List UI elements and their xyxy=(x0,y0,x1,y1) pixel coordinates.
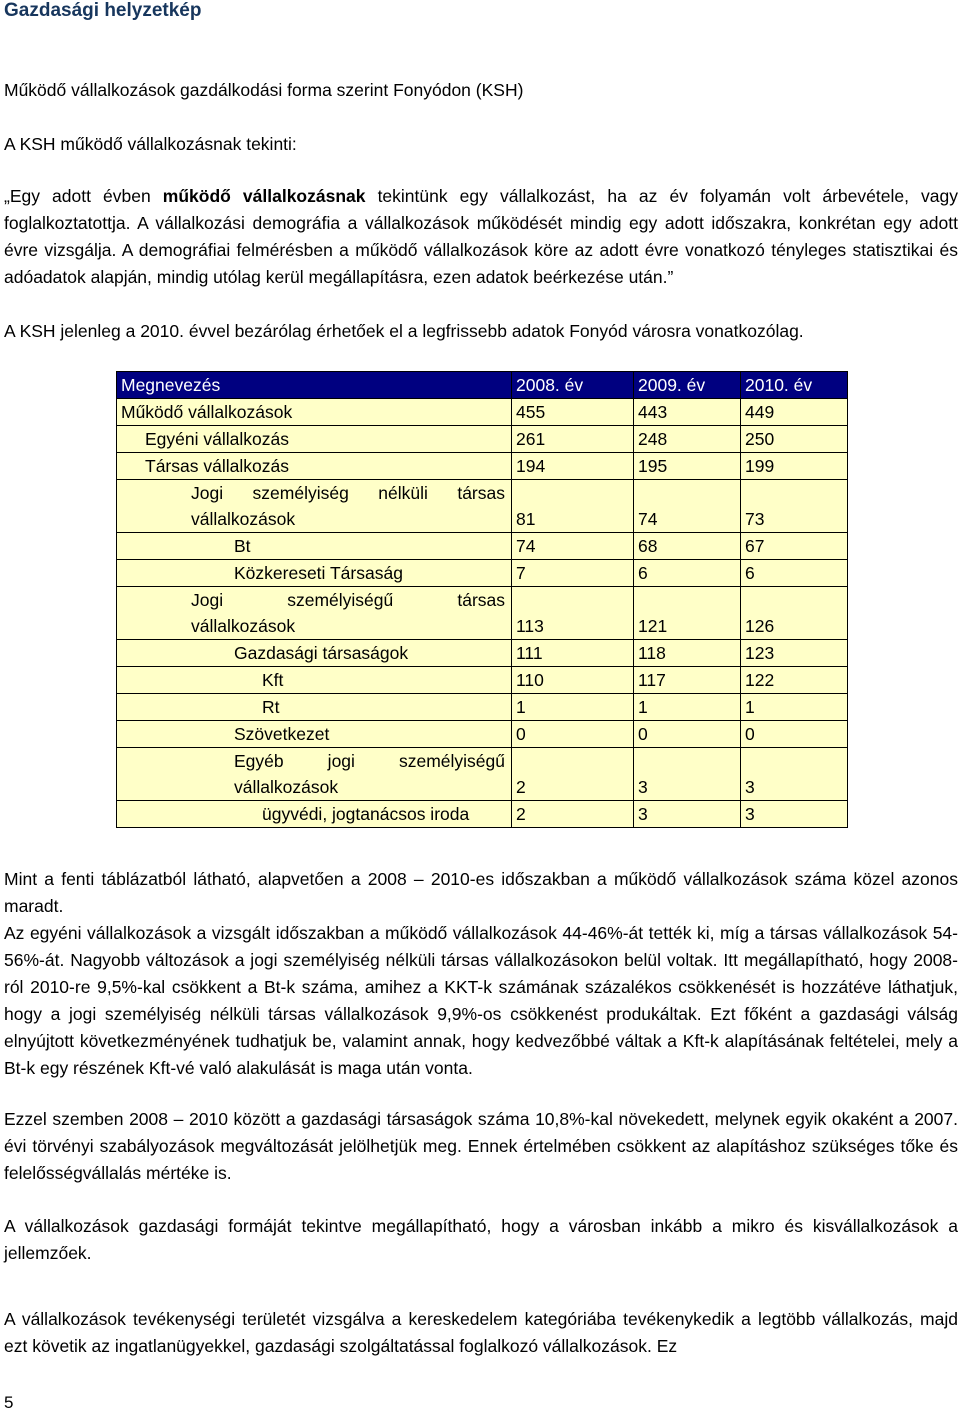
table-row xyxy=(117,480,848,533)
table-row xyxy=(117,587,848,640)
cell-2010: 123 xyxy=(741,640,848,667)
table-row xyxy=(117,667,848,694)
table-row xyxy=(117,640,848,667)
cell-2008: 194 xyxy=(512,453,634,480)
row-name-line1: Jogi személyiségű társas xyxy=(191,590,505,610)
row-name-line2: vállalkozások xyxy=(234,777,339,797)
row-name: Bt xyxy=(117,533,512,560)
cell-2010: 1 xyxy=(741,694,848,721)
cell-2008: 111 xyxy=(512,640,634,667)
table-row xyxy=(117,533,848,560)
cell-2008: 1 xyxy=(512,694,634,721)
row-name-line2: vállalkozások xyxy=(191,616,296,636)
table-subtitle: Működő vállalkozások gazdálkodási forma szerint Fonyódon (KSH) xyxy=(4,80,524,100)
cell-2010: 3 xyxy=(741,748,848,801)
header-name: Megnevezés xyxy=(117,372,512,399)
table-row xyxy=(117,801,848,828)
cell-2008: 2 xyxy=(512,801,634,828)
row-name: Működő vállalkozások xyxy=(117,399,512,426)
table-row xyxy=(117,748,848,801)
cell-2009: 68 xyxy=(634,533,741,560)
cell-2008: 81 xyxy=(512,480,634,533)
cell-2010: 126 xyxy=(741,587,848,640)
cell-2008: 110 xyxy=(512,667,634,694)
cell-2010: 0 xyxy=(741,721,848,748)
cell-2010: 449 xyxy=(741,399,848,426)
ksh-availability-note: A KSH jelenleg a 2010. évvel bezárólag érhetőek el a legfrissebb adatok Fonyód városra vonatkozólag. xyxy=(4,321,804,341)
row-name: Gazdasági társaságok xyxy=(117,640,512,667)
analysis-paragraph-5: A vállalkozások tevékenységi területét vizsgálva a kereskedelem kategóriába tevékenykedik a legtöbb vállalkozás, majd ezt követik az ingatlanügyekkel, gazdasági szolgáltatással foglalkozó vállalkozások. Ez xyxy=(4,1309,958,1356)
cell-2009: 6 xyxy=(634,560,741,587)
analysis-paragraph-3: Ezzel szemben 2008 – 2010 között a gazdasági társaságok száma 10,8%-kal növekedett, melynek egyik okaként a 2007. évi törvényi szabályozások megváltozását jelölhetjük meg. Ennek értelmében csökkent az alapításhoz szükséges tőke és felelősségvállalás mértéke is. xyxy=(4,1109,958,1183)
cell-2009: 74 xyxy=(634,480,741,533)
cell-2010: 6 xyxy=(741,560,848,587)
cell-2009: 195 xyxy=(634,453,741,480)
row-name: Egyéni vállalkozás xyxy=(117,426,512,453)
cell-2009: 1 xyxy=(634,694,741,721)
table-row xyxy=(117,694,848,721)
cell-2008: 0 xyxy=(512,721,634,748)
cell-2009: 3 xyxy=(634,748,741,801)
row-name: Társas vállalkozás xyxy=(117,453,512,480)
row-name: Szövetkezet xyxy=(117,721,512,748)
cell-2009: 118 xyxy=(634,640,741,667)
cell-2009: 248 xyxy=(634,426,741,453)
cell-2009: 117 xyxy=(634,667,741,694)
definition-bold-term: működő vállalkozásnak xyxy=(162,186,366,206)
row-name: Közkereseti Társaság xyxy=(117,560,512,587)
row-name xyxy=(117,587,512,640)
header-2010: 2010. év xyxy=(741,372,848,399)
section-heading: Gazdasági helyzetkép xyxy=(4,0,202,21)
cell-2008: 74 xyxy=(512,533,634,560)
cell-2008: 7 xyxy=(512,560,634,587)
cell-2008: 113 xyxy=(512,587,634,640)
cell-2010: 73 xyxy=(741,480,848,533)
table-row xyxy=(117,399,848,426)
cell-2009: 3 xyxy=(634,801,741,828)
cell-2009: 443 xyxy=(634,399,741,426)
row-name xyxy=(117,480,512,533)
header-2009: 2009. év xyxy=(634,372,741,399)
row-name-line1: Egyéb jogi személyiségű xyxy=(234,751,505,771)
cell-2009: 121 xyxy=(634,587,741,640)
table-row xyxy=(117,560,848,587)
definition-text-start: „Egy adott évben xyxy=(4,186,163,206)
analysis-paragraph-2: Az egyéni vállalkozások a vizsgált időszakban a működő vállalkozások 44-46%-át tették ki, míg a társas vállalkozások 54-56%-át. Nagyobb változások a jogi személyiség nélküli társas vállalkozásokon belül voltak. Itt megállapítható, hogy 2008-ról 2010-re 9,5%-kal csökkent a Bt-k száma, amihez a KKT-k számának százalékos csökkenését is hozzátéve láthatjuk, hogy a jogi személyiség nélküli társas vállalkozások 9,9%-os csökkenést produkáltak. Ezt főként a gazdasági válság elnyújtott következményének tudhatjuk be, valamint annak, hogy kedvezőbbé váltak a Kft-k alapításának feltételei, mely a Bt-k egy részének Kft-vé való alakulását is maga után vonta. xyxy=(4,923,958,1078)
row-name xyxy=(117,748,512,801)
definition-paragraph xyxy=(4,183,958,291)
cell-2008: 455 xyxy=(512,399,634,426)
row-name: Kft xyxy=(117,667,512,694)
cell-2010: 250 xyxy=(741,426,848,453)
business-table xyxy=(116,371,848,828)
cell-2010: 199 xyxy=(741,453,848,480)
row-name: ügyvédi, jogtanácsos iroda xyxy=(117,801,512,828)
page-number: 5 xyxy=(4,1393,14,1412)
cell-2008: 261 xyxy=(512,426,634,453)
row-name-line2: vállalkozások xyxy=(191,509,296,529)
cell-2009: 0 xyxy=(634,721,741,748)
cell-2008: 2 xyxy=(512,748,634,801)
cell-2010: 122 xyxy=(741,667,848,694)
row-name: Rt xyxy=(117,694,512,721)
cell-2010: 67 xyxy=(741,533,848,560)
ksh-intro: A KSH működő vállalkozásnak tekinti: xyxy=(4,134,297,154)
header-2008: 2008. év xyxy=(512,372,634,399)
definition-text-end: tekintünk egy vállalkozást, ha az év folyamán volt árbevétele, vagy foglalkoztatottja. A vállalkozási demográfia a vállalkozások működését mindig egy adott időszakra, konkrétan egy adott évre vizsgálja. A demográfiai felmérésben a működő vállalkozások köre az adott évre vonatkozó tényleges statisztikai és adóadatok alapján, mindig utólag kerül megállapításra, ezen adatok beérkezése után.” xyxy=(4,186,958,287)
row-name-line1: Jogi személyiség nélküli társas xyxy=(191,483,505,503)
table-row xyxy=(117,721,848,748)
table-row xyxy=(117,426,848,453)
analysis-paragraph-4: A vállalkozások gazdasági formáját tekintve megállapítható, hogy a városban inkább a mikro és kisvállalkozások a jellemzőek. xyxy=(4,1216,958,1263)
table-header-row xyxy=(117,372,848,399)
cell-2010: 3 xyxy=(741,801,848,828)
table-row xyxy=(117,453,848,480)
analysis-paragraph-1: Mint a fenti táblázatból látható, alapvetően a 2008 – 2010-es időszakban a működő vállalkozások száma közel azonos maradt. xyxy=(4,869,958,916)
